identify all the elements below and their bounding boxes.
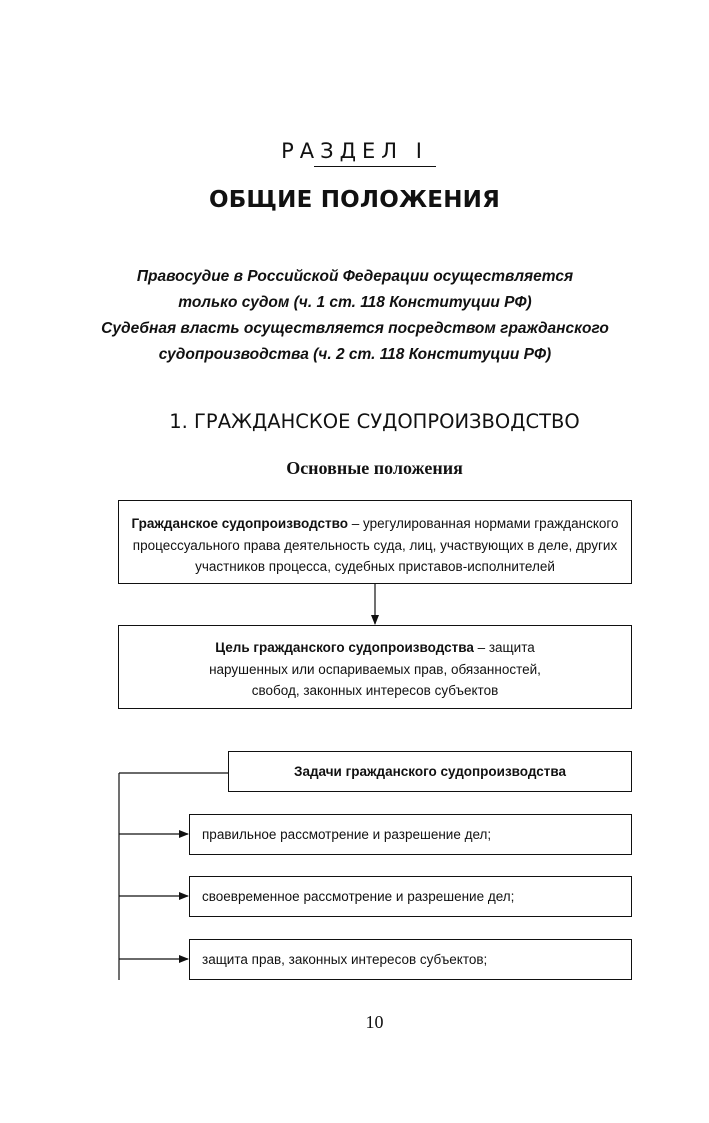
- tasks-title: Задачи гражданского судопроизводства: [293, 764, 567, 779]
- goal-term: Цель гражданского судопроизводства: [215, 640, 474, 655]
- epigraph-line: только судом (ч. 1 ст. 118 Конституции РФ): [178, 294, 532, 311]
- chapter-heading: 1. ГРАЖДАНСКОЕ СУДОПРОИЗВОДСТВО: [169, 410, 580, 433]
- task-item-text: правильное рассмотрение и разрешение дел;: [202, 827, 492, 842]
- section-label: РАЗДЕЛ I: [281, 139, 428, 163]
- task-item: [189, 939, 632, 980]
- definition-text: процессуального права деятельность суда, лиц, участвующих в деле, других: [132, 537, 618, 553]
- tasks-title-box: [228, 751, 632, 792]
- epigraph-line: Правосудие в Российской Федерации осуществляется: [136, 268, 574, 285]
- page-number: 10: [365, 1012, 384, 1032]
- task-item: [189, 876, 632, 917]
- task-item-text: защита прав, законных интересов субъектов;: [202, 952, 488, 967]
- definition-box: [118, 500, 632, 584]
- goal-text: свобод, законных интересов субъектов: [251, 683, 499, 698]
- section-underline: [314, 166, 436, 167]
- task-item-text: своевременное рассмотрение и разрешение дел;: [202, 889, 515, 904]
- epigraph-line: судопроизводства (ч. 2 ст. 118 Конституции РФ): [158, 346, 552, 363]
- goal-box: [118, 625, 632, 709]
- epigraph: [80, 264, 630, 368]
- task-item: [189, 814, 632, 855]
- subheading: Основные положения: [286, 458, 463, 478]
- definition-term: Гражданское судопроизводство: [131, 516, 348, 531]
- section-title: ОБЩИЕ ПОЛОЖЕНИЯ: [208, 187, 501, 213]
- definition-text: – урегулированная нормами гражданского: [347, 516, 619, 531]
- goal-text: нарушенных или оспариваемых прав, обязанностей,: [209, 661, 541, 677]
- definition-text: участников процесса, судебных приставов-исполнителей: [195, 559, 555, 574]
- goal-text: – защита: [473, 640, 535, 655]
- epigraph-line: Судебная власть осуществляется посредством гражданского: [101, 320, 609, 337]
